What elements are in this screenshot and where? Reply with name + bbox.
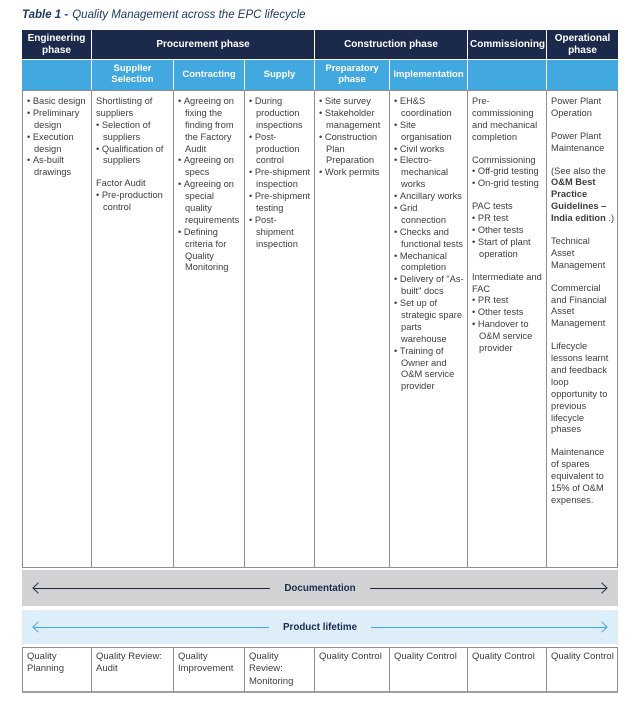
arrow-line bbox=[34, 588, 270, 589]
list-item: • Agreeing on fixing the finding from the Factory Audit bbox=[178, 96, 241, 155]
list-item: • Basic design bbox=[27, 96, 88, 108]
list-item: • Pre-shipment testing bbox=[249, 191, 311, 215]
cell-supply bbox=[245, 90, 315, 568]
list-item: Commissioning bbox=[472, 154, 536, 165]
phase-header-procurement-phase: Procurement phase bbox=[92, 30, 315, 60]
list-item: • Delivery of "As-built" docs bbox=[394, 274, 464, 298]
text: (See also the bbox=[551, 165, 606, 176]
subphase-header-contracting: Contracting bbox=[174, 60, 245, 90]
arrow-right-icon bbox=[596, 621, 607, 632]
footer-cell-6-quality-control: Quality Control bbox=[468, 647, 547, 693]
cell-supplier-selection bbox=[92, 90, 174, 568]
phase-header-construction-phase: Construction phase bbox=[315, 30, 468, 60]
phase-header-commissioning: Commissioning bbox=[468, 30, 547, 60]
list-item: • During production inspections bbox=[249, 96, 311, 132]
cell-contracting bbox=[174, 90, 245, 568]
bold-text: O&M Best Practice Guidelines – India edition bbox=[551, 177, 607, 224]
list-item: PAC tests bbox=[472, 201, 513, 212]
list-item: • Selection of suppliers bbox=[96, 120, 170, 144]
list-item: • Qualification of suppliers bbox=[96, 144, 170, 168]
quality-footer-table bbox=[22, 647, 618, 693]
list-item: • Training of Owner and O&M service provider bbox=[394, 346, 464, 394]
documentation-label: Documentation bbox=[284, 582, 356, 594]
subphase-header-supplier-selection: Supplier Selection bbox=[92, 60, 174, 90]
list-item: • Site organisation bbox=[394, 120, 464, 144]
arrow-line bbox=[371, 627, 606, 628]
documentation-arrow bbox=[22, 583, 618, 594]
list-item: • On-grid testing bbox=[472, 178, 543, 190]
list-item: Factor Audit bbox=[96, 178, 146, 189]
documentation-banner bbox=[22, 570, 618, 606]
list-item: • Other tests bbox=[472, 307, 543, 319]
list-item: • Preliminary design bbox=[27, 108, 88, 132]
footer-cell-1-quality-review-audit: Quality Review: Audit bbox=[92, 647, 174, 693]
list-item: Commercial and Financial Asset Management bbox=[551, 282, 607, 329]
list-item: Power Plant Maintenance bbox=[551, 130, 605, 153]
footer-cell-4-quality-control: Quality Control bbox=[315, 647, 390, 693]
quality-footer-row bbox=[22, 647, 618, 693]
list-item: • EH&S coordination bbox=[394, 96, 464, 120]
cell-preparatory bbox=[315, 90, 390, 568]
list-item: Shortlisting of suppliers bbox=[96, 96, 153, 118]
list-item: Maintenance of spares equivalent to 15% of O&M expenses. bbox=[551, 447, 605, 505]
subphase-header-implementation: Implementation bbox=[390, 60, 468, 90]
list-item: Pre-commissioning and mechanical completion bbox=[472, 96, 538, 142]
cell-implementation bbox=[390, 90, 468, 568]
product-lifetime-banner bbox=[22, 610, 618, 644]
footer-cell-7-quality-control: Quality Control bbox=[547, 647, 618, 693]
list-item: • Grid connection bbox=[394, 203, 464, 227]
footer-cell-5-quality-control: Quality Control bbox=[390, 647, 468, 693]
list-item: • Checks and functional tests bbox=[394, 227, 464, 251]
table-caption-text: Quality Management across the EPC lifecycle bbox=[72, 9, 306, 21]
cell-engineering bbox=[22, 90, 92, 568]
subphase-header-blank bbox=[547, 60, 618, 90]
list-item: • Start of plant operation bbox=[472, 237, 543, 261]
subphase-header-blank bbox=[468, 60, 547, 90]
arrow-left-icon bbox=[32, 621, 43, 632]
list-item: • Defining criteria for Quality Monitoring bbox=[178, 227, 241, 275]
list-item: • Post-production control bbox=[249, 132, 311, 168]
list-item: • Mechanical completion bbox=[394, 251, 464, 275]
subphase-header-blank bbox=[22, 60, 92, 90]
list-item: Lifecycle lessons learnt and feedback loop opportunity to previous lifecycle phases bbox=[551, 341, 609, 435]
subphase-header-preparatory-phase: Preparatory phase bbox=[315, 60, 390, 90]
list-item: • Set up of strategic spare parts warehouse bbox=[394, 298, 464, 346]
list-item: Power Plant Operation bbox=[551, 96, 602, 118]
list-item: • Construction Plan Preparation bbox=[319, 132, 386, 168]
list-item: • Ancillary works bbox=[394, 191, 464, 203]
list-item: • Handover to O&M service provider bbox=[472, 319, 543, 355]
list-item: • Work permits bbox=[319, 167, 386, 179]
phase-header-row bbox=[22, 30, 618, 60]
list-item: • Other tests bbox=[472, 225, 543, 237]
subphase-header-row bbox=[22, 60, 618, 90]
phase-header-operational-phase: Operational phase bbox=[547, 30, 618, 60]
footer-cell-3-quality-review-monitoring: Quality Review: Monitoring bbox=[245, 647, 315, 693]
list-item bbox=[551, 166, 614, 225]
list-item: • Electro-mechanical works bbox=[394, 155, 464, 191]
list-item: • Agreeing on special quality requirements bbox=[178, 179, 241, 227]
list-item: Technical Asset Management bbox=[551, 236, 606, 270]
table-body-row bbox=[22, 90, 618, 568]
cell-operational bbox=[547, 90, 618, 568]
arrow-left-icon bbox=[32, 582, 43, 593]
product-lifetime-arrow bbox=[22, 622, 618, 633]
footer-cell-0-quality-planning: Quality Planning bbox=[22, 647, 92, 693]
list-item: • Execution design bbox=[27, 132, 88, 156]
phase-header-engineering-phase: Engineering phase bbox=[22, 30, 92, 60]
list-item: • Agreeing on specs bbox=[178, 155, 241, 179]
text: .) bbox=[605, 213, 615, 224]
list-item: • Post-shipment inspection bbox=[249, 215, 311, 251]
list-item: • PR test bbox=[472, 295, 543, 307]
arrow-line bbox=[370, 588, 606, 589]
list-item: • As-built drawings bbox=[27, 155, 88, 179]
list-item: • Site survey bbox=[319, 96, 386, 108]
epc-lifecycle-table bbox=[22, 30, 618, 568]
list-item: • PR test bbox=[472, 213, 543, 225]
arrow-right-icon bbox=[596, 582, 607, 593]
cell-commissioning bbox=[468, 90, 547, 568]
footer-cell-2-quality-improvement: Quality Improvement bbox=[174, 647, 245, 693]
list-item: • Civil works bbox=[394, 144, 464, 156]
list-item: • Stakeholder management bbox=[319, 108, 386, 132]
list-item: • Pre-production control bbox=[96, 190, 170, 214]
arrow-line bbox=[34, 627, 269, 628]
table-caption bbox=[22, 9, 618, 21]
list-item: Intermediate and FAC bbox=[472, 271, 542, 294]
table-caption-number: Table 1 - bbox=[22, 9, 69, 21]
subphase-header-supply: Supply bbox=[245, 60, 315, 90]
list-item: • Pre-shipment inspection bbox=[249, 167, 311, 191]
product-lifetime-label: Product lifetime bbox=[282, 621, 358, 633]
list-item: • Off-grid testing bbox=[472, 166, 543, 178]
